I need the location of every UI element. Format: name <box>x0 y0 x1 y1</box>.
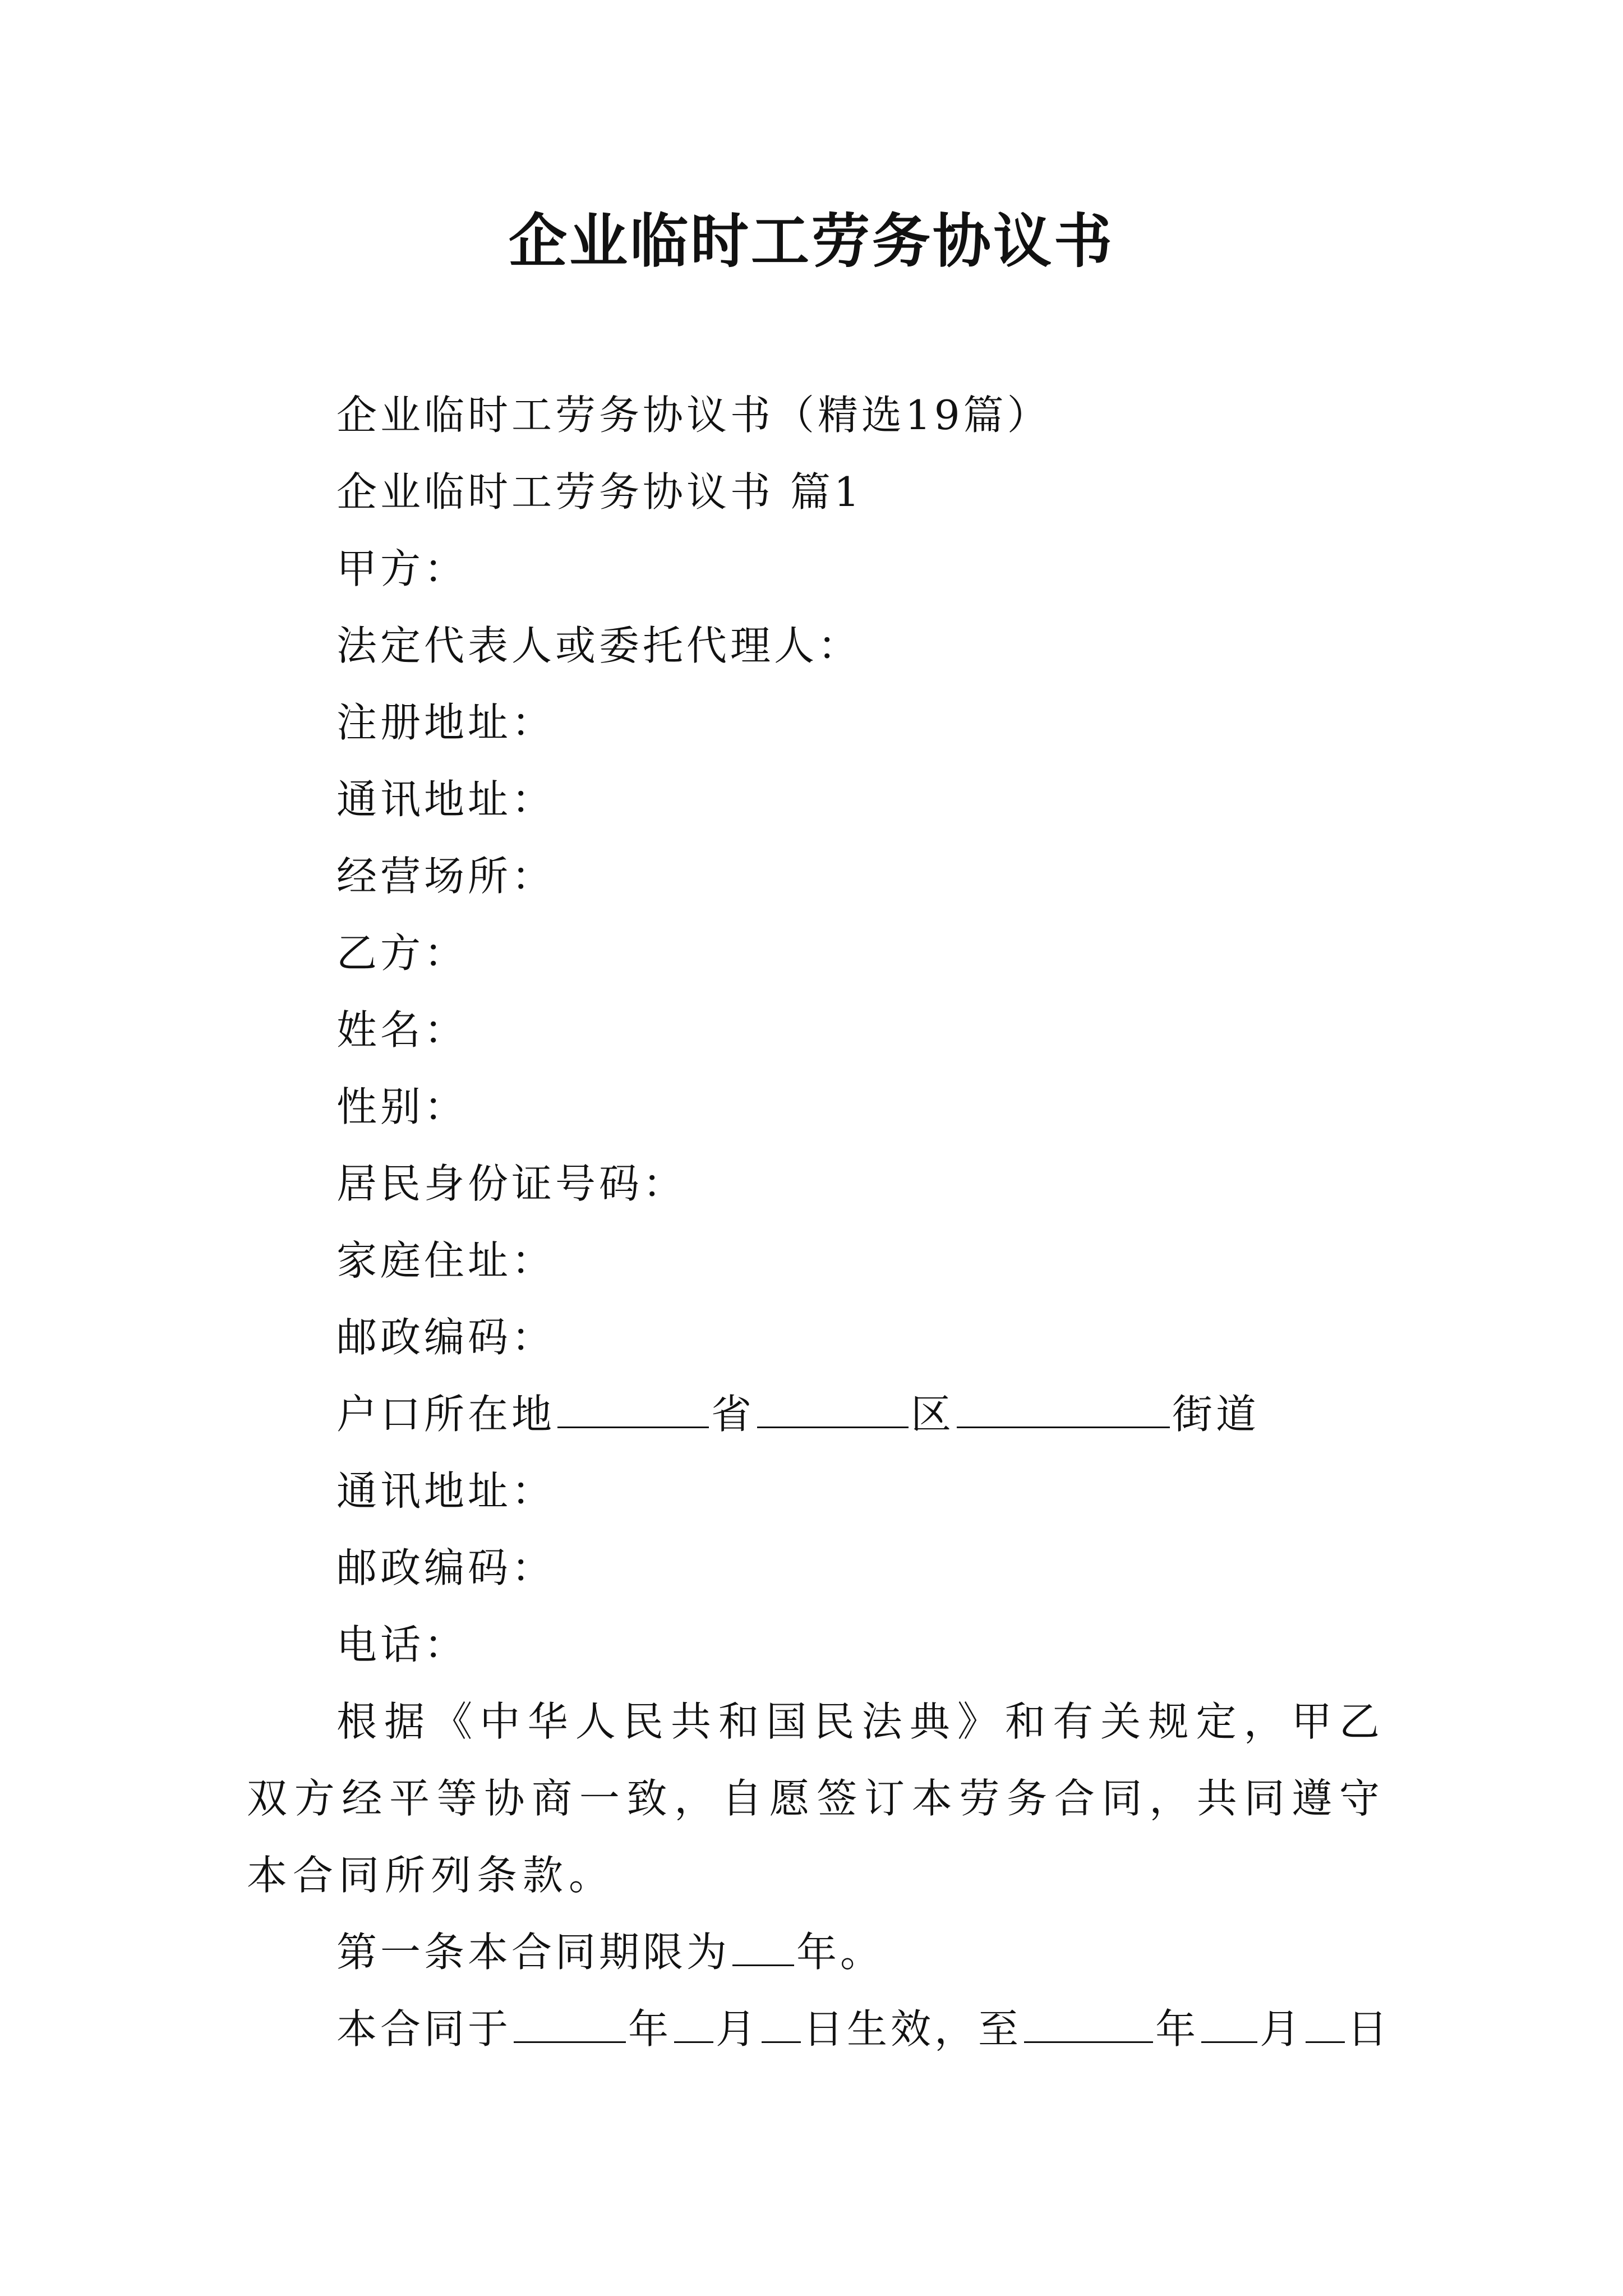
end-month-blank <box>1201 2008 1257 2043</box>
effective-date-line <box>336 2001 1391 2057</box>
hukou-district-label: 区 <box>911 1391 955 1438</box>
party-a-registered-address: 注册地址： <box>336 699 556 746</box>
hukou-street-blank <box>957 1393 1170 1428</box>
document-title: 企业临时工劳务协议书 <box>508 206 1114 275</box>
document-subtitle: 企业临时工劳务协议书（精选19篇） <box>336 392 1051 439</box>
effective-p5: 年 <box>1155 2005 1200 2053</box>
party-b-name: 姓名： <box>336 1006 468 1053</box>
party-b-postal-code-2: 邮政编码： <box>336 1544 556 1591</box>
preamble-paragraph: 根据《中华人民共和国民法典》和有关规定，甲乙双方经平等协商一致，自愿签订本劳务合同，共同遵守本合同所列条款。 <box>247 1698 1385 1899</box>
start-day-blank <box>762 2008 801 2043</box>
party-b-id-number: 居民身份证号码： <box>336 1160 687 1207</box>
party-b-label: 乙方： <box>336 930 468 977</box>
party-b-phone: 电话： <box>336 1621 468 1668</box>
end-day-blank <box>1306 2008 1345 2043</box>
section-heading: 企业临时工劳务协议书 篇1 <box>336 468 863 516</box>
effective-p2: 年 <box>628 2005 672 2053</box>
hukou-district-blank <box>757 1393 909 1428</box>
effective-p4: 日生效，至 <box>803 2005 1022 2053</box>
party-b-mailing-address: 通讯地址： <box>336 1467 556 1515</box>
end-year-blank <box>1024 2008 1153 2043</box>
hukou-province-blank <box>557 1393 709 1428</box>
start-year-blank <box>514 2008 626 2043</box>
effective-p1: 本合同于 <box>336 2005 512 2053</box>
party-b-hukou-line <box>336 1386 1260 1442</box>
effective-p3: 月 <box>716 2005 760 2053</box>
hukou-street-label: 街道 <box>1172 1391 1260 1438</box>
article-1-prefix: 第一条本合同期限为 <box>336 1929 731 1976</box>
effective-p7: 日 <box>1347 2005 1391 2053</box>
party-b-postal-code: 邮政编码： <box>336 1314 556 1361</box>
party-b-home-address: 家庭住址： <box>336 1237 556 1284</box>
article-1-years-blank <box>732 1931 794 1966</box>
hukou-province-label: 省 <box>711 1391 755 1438</box>
party-a-representative: 法定代表人或委托代理人： <box>336 622 862 669</box>
start-month-blank <box>674 2008 713 2043</box>
party-a-business-premises: 经营场所： <box>336 853 556 900</box>
party-b-gender: 性别： <box>336 1083 468 1130</box>
party-a-mailing-address: 通讯地址： <box>336 776 556 823</box>
party-a-label: 甲方： <box>336 545 468 592</box>
article-1-suffix: 年。 <box>796 1929 884 1976</box>
effective-p6: 月 <box>1260 2005 1304 2053</box>
article-1 <box>336 1924 884 1980</box>
hukou-prefix: 户口所在地 <box>336 1391 556 1438</box>
